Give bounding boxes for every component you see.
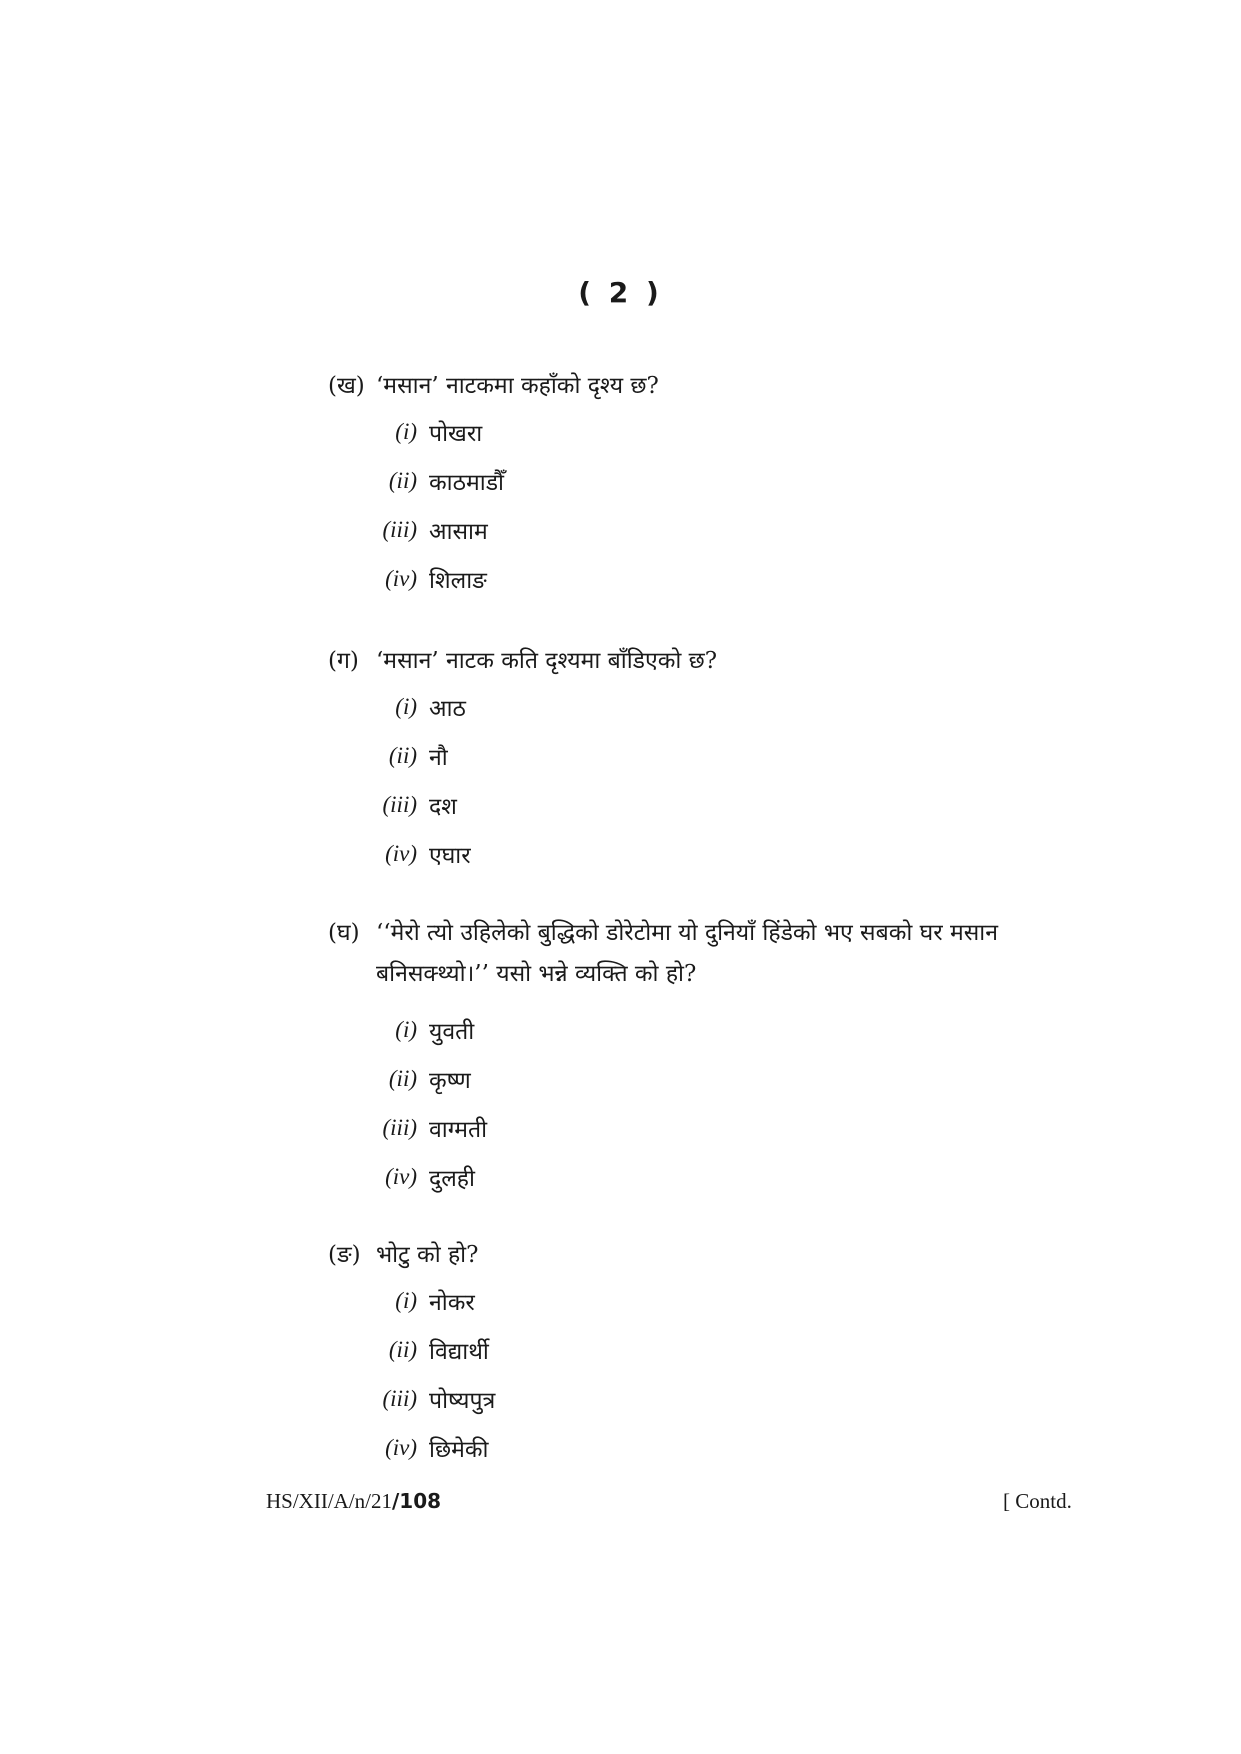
question-text: ‘मसान’ नाटक कति दृश्यमा बाँडिएको छ? — [376, 648, 718, 674]
option-text: विद्यार्थी — [429, 1338, 489, 1365]
continued-note: [ Contd. — [1003, 1489, 1072, 1513]
option-number: (iv) — [385, 1434, 417, 1460]
question-gha — [328, 913, 1048, 1201]
option-item — [328, 1152, 1048, 1201]
option-text: आसाम — [429, 518, 488, 545]
option-text: नोकर — [429, 1289, 475, 1316]
option-item — [328, 554, 1048, 603]
paper-code — [266, 1489, 441, 1514]
option-item — [328, 1374, 1048, 1423]
option-number: (iv) — [385, 1163, 417, 1189]
option-number: (iii) — [382, 1385, 417, 1411]
option-number: (i) — [395, 693, 417, 719]
option-text: काठमाडौँ — [429, 469, 504, 496]
option-text: एघार — [429, 842, 471, 869]
option-text: छिमेकी — [429, 1436, 489, 1463]
option-number: (i) — [395, 418, 417, 444]
option-item — [328, 1005, 1048, 1054]
option-item — [328, 1423, 1048, 1472]
question-text: भोटु को हो? — [376, 1242, 479, 1268]
question-stem — [328, 913, 1048, 995]
question-label: (ङ) — [328, 1242, 361, 1268]
option-item — [328, 1325, 1048, 1374]
question-nga — [328, 1235, 1048, 1472]
option-number: (iii) — [382, 791, 417, 817]
paper-code-prefix: HS/XII/A/n/21 — [266, 1489, 392, 1513]
option-text: आठ — [429, 695, 466, 722]
option-number: (ii) — [388, 742, 417, 768]
option-number: (iv) — [385, 840, 417, 866]
page-number: ( 2 ) — [578, 276, 663, 309]
option-text: दुलही — [429, 1165, 475, 1192]
option-item — [328, 780, 1048, 829]
option-number: (i) — [395, 1016, 417, 1042]
option-text: शिलाङ — [429, 567, 487, 594]
question-stem — [328, 641, 1048, 682]
option-text: कृष्ण — [429, 1067, 471, 1094]
option-text: वाग्मती — [429, 1116, 488, 1143]
option-number: (iii) — [382, 516, 417, 542]
option-item — [328, 1103, 1048, 1152]
option-number: (ii) — [388, 467, 417, 493]
option-number: (iii) — [382, 1114, 417, 1140]
option-number: (iv) — [385, 565, 417, 591]
option-text: पोखरा — [429, 420, 483, 447]
option-number: (ii) — [388, 1065, 417, 1091]
option-number: (ii) — [388, 1336, 417, 1362]
option-item — [328, 682, 1048, 731]
option-item — [328, 1276, 1048, 1325]
option-text: पोष्यपुत्र — [429, 1387, 496, 1414]
paper-code-number: /108 — [392, 1489, 442, 1513]
question-stem — [328, 366, 1048, 407]
option-text: नौ — [429, 744, 448, 771]
option-item — [328, 731, 1048, 780]
question-text: ‘‘मेरो त्यो उहिलेको बुद्धिको डोरेटोमा यो दुनियाँ हिंडेको भए सबको घर मसान बनिसक्थ्यो।’’ यसो भन्ने व्यक्ति को हो? — [376, 920, 998, 987]
option-item — [328, 456, 1048, 505]
question-stem — [328, 1235, 1048, 1276]
option-item — [328, 829, 1048, 878]
question-label: (घ) — [328, 920, 360, 946]
option-item — [328, 407, 1048, 456]
question-kha — [328, 366, 1048, 603]
option-text: युवती — [429, 1018, 475, 1045]
question-text: ‘मसान’ नाटकमा कहाँको दृश्य छ? — [376, 373, 659, 399]
option-text: दश — [429, 793, 457, 820]
option-item — [328, 1054, 1048, 1103]
option-number: (i) — [395, 1287, 417, 1313]
question-label: (ख) — [328, 373, 365, 399]
question-label: (ग) — [328, 648, 359, 674]
option-item — [328, 505, 1048, 554]
question-ga — [328, 641, 1048, 878]
